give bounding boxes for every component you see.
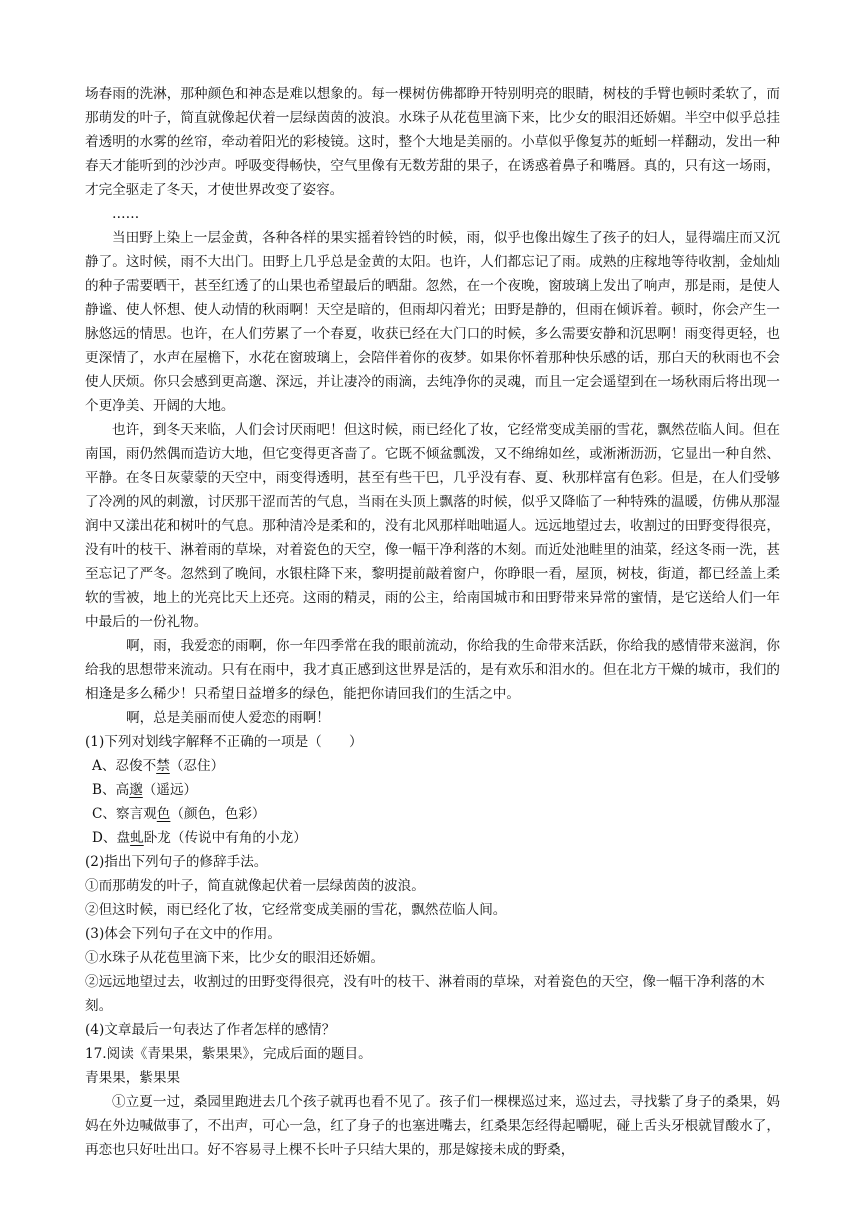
- option-d: [85, 826, 780, 850]
- option-c-prefix: C、察言观: [92, 806, 157, 822]
- passage-paragraph-5: 啊，总是美丽而使人爱恋的雨啊！: [126, 710, 330, 726]
- question-3: (3)体会下列句子在文中的作用。: [85, 926, 281, 942]
- document-page: [85, 82, 780, 1162]
- question-3-item-2: ②远远地望过去，收割过的田野变得很亮，没有叶的枝干、淋着雨的草垛，对着瓷色的天空，像一幅干净利落的木刻。: [85, 974, 765, 1014]
- question-4: (4)文章最后一句表达了作者怎样的感情？: [85, 1022, 336, 1038]
- passage-paragraph-1: 场春雨的洗淋，那种颜色和神态是难以想象的。每一棵树仿佛都睁开特别明亮的眼睛，树枝的手臂也顿时柔软了，而那萌发的叶子，简直就像起伏着一层绿茵茵的波浪。水珠子从花苞里滴下来，比少女的眼泪还娇媚。半空中似乎总挂着透明的水雾的丝帘，牵动着阳光的彩棱镜。这时，整个大地是美丽的。小草似乎像复苏的蚯蚓一样翻动，发出一种春天才能听到的沙沙声。呼吸变得畅快，空气里像有无数芳甜的果子，在诱惑着鼻子和嘴唇。真的，只有这一场雨，才完全驱走了冬天，才使世界改变了姿容。: [85, 86, 780, 198]
- option-d-suffix: 卧龙（传说中有角的小龙）: [143, 830, 307, 846]
- option-d-underlined: 虬: [130, 830, 144, 846]
- question-2-item-1: ①而那萌发的叶子，简直就像起伏着一层绿茵茵的波浪。: [85, 878, 425, 894]
- question-2: (2)指出下列句子的修辞手法。: [85, 854, 268, 870]
- next-section-heading: 17.阅读《青果果，紫果果》，完成后面的题目。: [85, 1046, 372, 1062]
- passage-paragraph-3: 也许，到冬天来临，人们会讨厌雨吧！但这时候，雨已经化了妆，它经常变成美丽的雪花，飘然莅临人间。但在南国，雨仍然偶而造访大地，但它变得更吝啬了。它既不倾盆瓢泼，又不绵绵如丝，或淅淅沥沥，它显出一种自然、平静。在冬日灰蒙蒙的天空中，雨变得透明，甚至有些干巴，几乎没有春、夏、秋那样富有色彩。但是，在人们受够了冷冽的风的刺激，讨厌那干涩而苦的气息，当雨在头顶上飘落的时候，似乎又降临了一种特殊的温暖，仿佛从那湿润中又漾出花和树叶的气息。那种清冷是柔和的，没有北风那样咄咄逼人。远远地望过去，收割过的田野变得很亮，没有叶的枝干、淋着雨的草垛，对着瓷色的天空，像一幅干净利落的木刻。而近处池畦里的油菜，经这冬雨一洗，甚至忘记了严冬。忽然到了晚间，水银柱降下来，黎明提前敲着窗户，你睁眼一看，屋顶，树枝，街道，都已经盖上柔软的雪被，地上的光亮比天上还亮。这雨的精灵，雨的公主，给南国城市和田野带来异常的蜜情，是它送给人们一年中最后的一份礼物。: [85, 422, 780, 630]
- option-c: [85, 802, 780, 826]
- question-1: (1)下列对划线字解释不正确的一项是（ ）: [85, 734, 363, 750]
- passage-paragraph-4: 啊，雨，我爱恋的雨啊，你一年四季常在我的眼前流动，你给我的生命带来活跃，你给我的感情带来滋润，你给我的思想带来流动。只有在雨中，我才真正感到这世界是活的，是有欢乐和泪水的。但在北方干燥的城市，我们的相逢是多么稀少！只希望日益增多的绿色，能把你请回我们的生活之中。: [85, 638, 780, 702]
- passage-ellipsis: ……: [112, 206, 140, 222]
- option-c-underlined: 色: [156, 806, 171, 822]
- option-b: [85, 778, 780, 802]
- next-passage-title: 青果果，紫果果: [85, 1070, 181, 1086]
- question-3-item-1: ①水珠子从花苞里滴下来，比少女的眼泪还娇媚。: [85, 950, 385, 966]
- question-2-item-2: ②但这时候，雨已经化了妆，它经常变成美丽的雪花，飘然莅临人间。: [85, 902, 507, 918]
- option-b-underlined: 邈: [129, 782, 143, 798]
- option-b-suffix: （遥远）: [142, 782, 198, 798]
- option-c-suffix: （颜色，色彩）: [170, 806, 266, 822]
- option-a: [85, 754, 780, 778]
- option-d-prefix: D、盘: [92, 830, 131, 846]
- passage-paragraph-2: 当田野上染上一层金黄，各种各样的果实摇着铃铛的时候，雨，似乎也像出嫁生了孩子的妇人，显得端庄而又沉静了。这时候，雨不大出门。田野上几乎总是金黄的太阳。也许，人们都忘记了雨。成熟的庄稼地等待收割，金灿灿的种子需要晒干，甚至红透了的山果也希望最后的晒甜。忽然，在一个夜晚，窗玻璃上发出了响声，那是雨，是使人静谧、使人怀想、使人动情的秋雨啊！天空是暗的，但雨却闪着光；田野是静的，但雨在倾诉着。顿时，你会产生一脉悠远的情思。也许，在人们劳累了一个春夏，收获已经在大门口的时候，多么需要安静和沉思啊！雨变得更轻，也更深情了，水声在屋檐下，水花在窗玻璃上，会陪伴着你的夜梦。如果你怀着那种快乐感的话，那白天的秋雨也不会使人厌烦。你只会感到更高邈、深远，并让凄冷的雨滴，去纯净你的灵魂，而且一定会遥望到在一场秋雨后将出现一个更净美、开阔的大地。: [85, 230, 780, 414]
- option-b-prefix: B、高: [92, 782, 130, 798]
- option-a-underlined: 禁: [156, 758, 170, 774]
- option-a-prefix: A、忍俊不: [92, 758, 157, 774]
- next-passage-paragraph-1: ①立夏一过，桑园里跑进去几个孩子就再也看不见了。孩子们一棵棵巡过来，巡过去，寻找紫了身子的桑果，妈妈在外边喊做事了，不出声，可心一急，红了身子的也塞进嘴去，红桑果怎经得起嚼呢，碰上舌头牙根就冒酸水了，再恋也只好吐出口。好不容易寻上棵不长叶子只结大果的，那是嫁接未成的野桑，: [85, 1094, 780, 1158]
- option-a-suffix: （忍住）: [169, 758, 225, 774]
